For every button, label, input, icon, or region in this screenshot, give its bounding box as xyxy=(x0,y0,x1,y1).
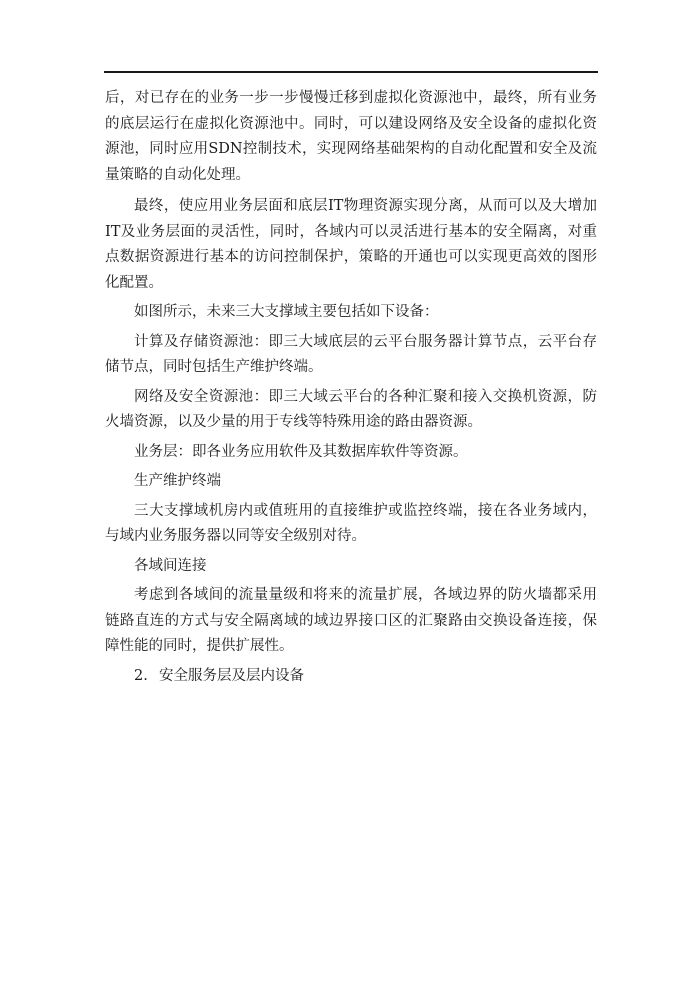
paragraph-business-layer: 业务层：即各业务应用软件及其数据库软件等资源。 xyxy=(134,443,468,460)
header-rule xyxy=(104,71,598,73)
paragraph-compute-storage: 计算及存储资源池：即三大域底层的云平台服务器计算节点，云平台存储节点，同时包括生产维护终端。 xyxy=(105,333,597,375)
paragraph-separation: 最终，使应用业务层面和底层IT物理资源实现分离，从而可以及大增加IT及业务层面的灵活性，同时，各域内可以灵活进行基本的安全隔离，对重点数据资源进行基本的访问控制保护，策略的开通也可以实现更高效的图形化配置。 xyxy=(105,198,597,291)
paragraph-device-intro: 如图所示，未来三大支撑域主要包括如下设备： xyxy=(134,304,439,320)
section-heading xyxy=(105,664,597,690)
paragraph-maintenance-terminal: 三大支撑域机房内或值班用的直接维护或监控终端，接在各业务域内，与域内业务服务器以同等安全级别对待。 xyxy=(105,502,597,544)
section-title: 安全服务层及层内设备 xyxy=(159,667,304,684)
heading-inter-domain: 各域间连接 xyxy=(134,557,207,574)
heading-maintenance-terminal: 生产维护终端 xyxy=(134,473,221,489)
paragraph-continuation: 后，对已存在的业务一步一步慢慢迁移到虚拟化资源池中，最终，所有业务的底层运行在虚拟化资源池中。同时，可以建设网络及安全设备的虚拟化资源池，同时应用SDN控制技术，实现网络基础架构的自动化配置和安全及流量策略的自动化处理。 xyxy=(105,90,597,183)
section-number: 2. xyxy=(134,667,148,684)
document-body xyxy=(105,86,597,689)
paragraph-inter-domain: 考虑到各域间的流量量级和将来的流量扩展，各域边界的防火墙都采用链路直连的方式与安全隔离域的域边界接口区的汇聚路由交换设备连接，保障性能的同时，提供扩展性。 xyxy=(105,587,597,654)
paragraph-network-security: 网络及安全资源池：即三大域云平台的各种汇聚和接入交换机资源，防火墙资源，以及少量的用于专线等特殊用途的路由器资源。 xyxy=(105,388,597,430)
